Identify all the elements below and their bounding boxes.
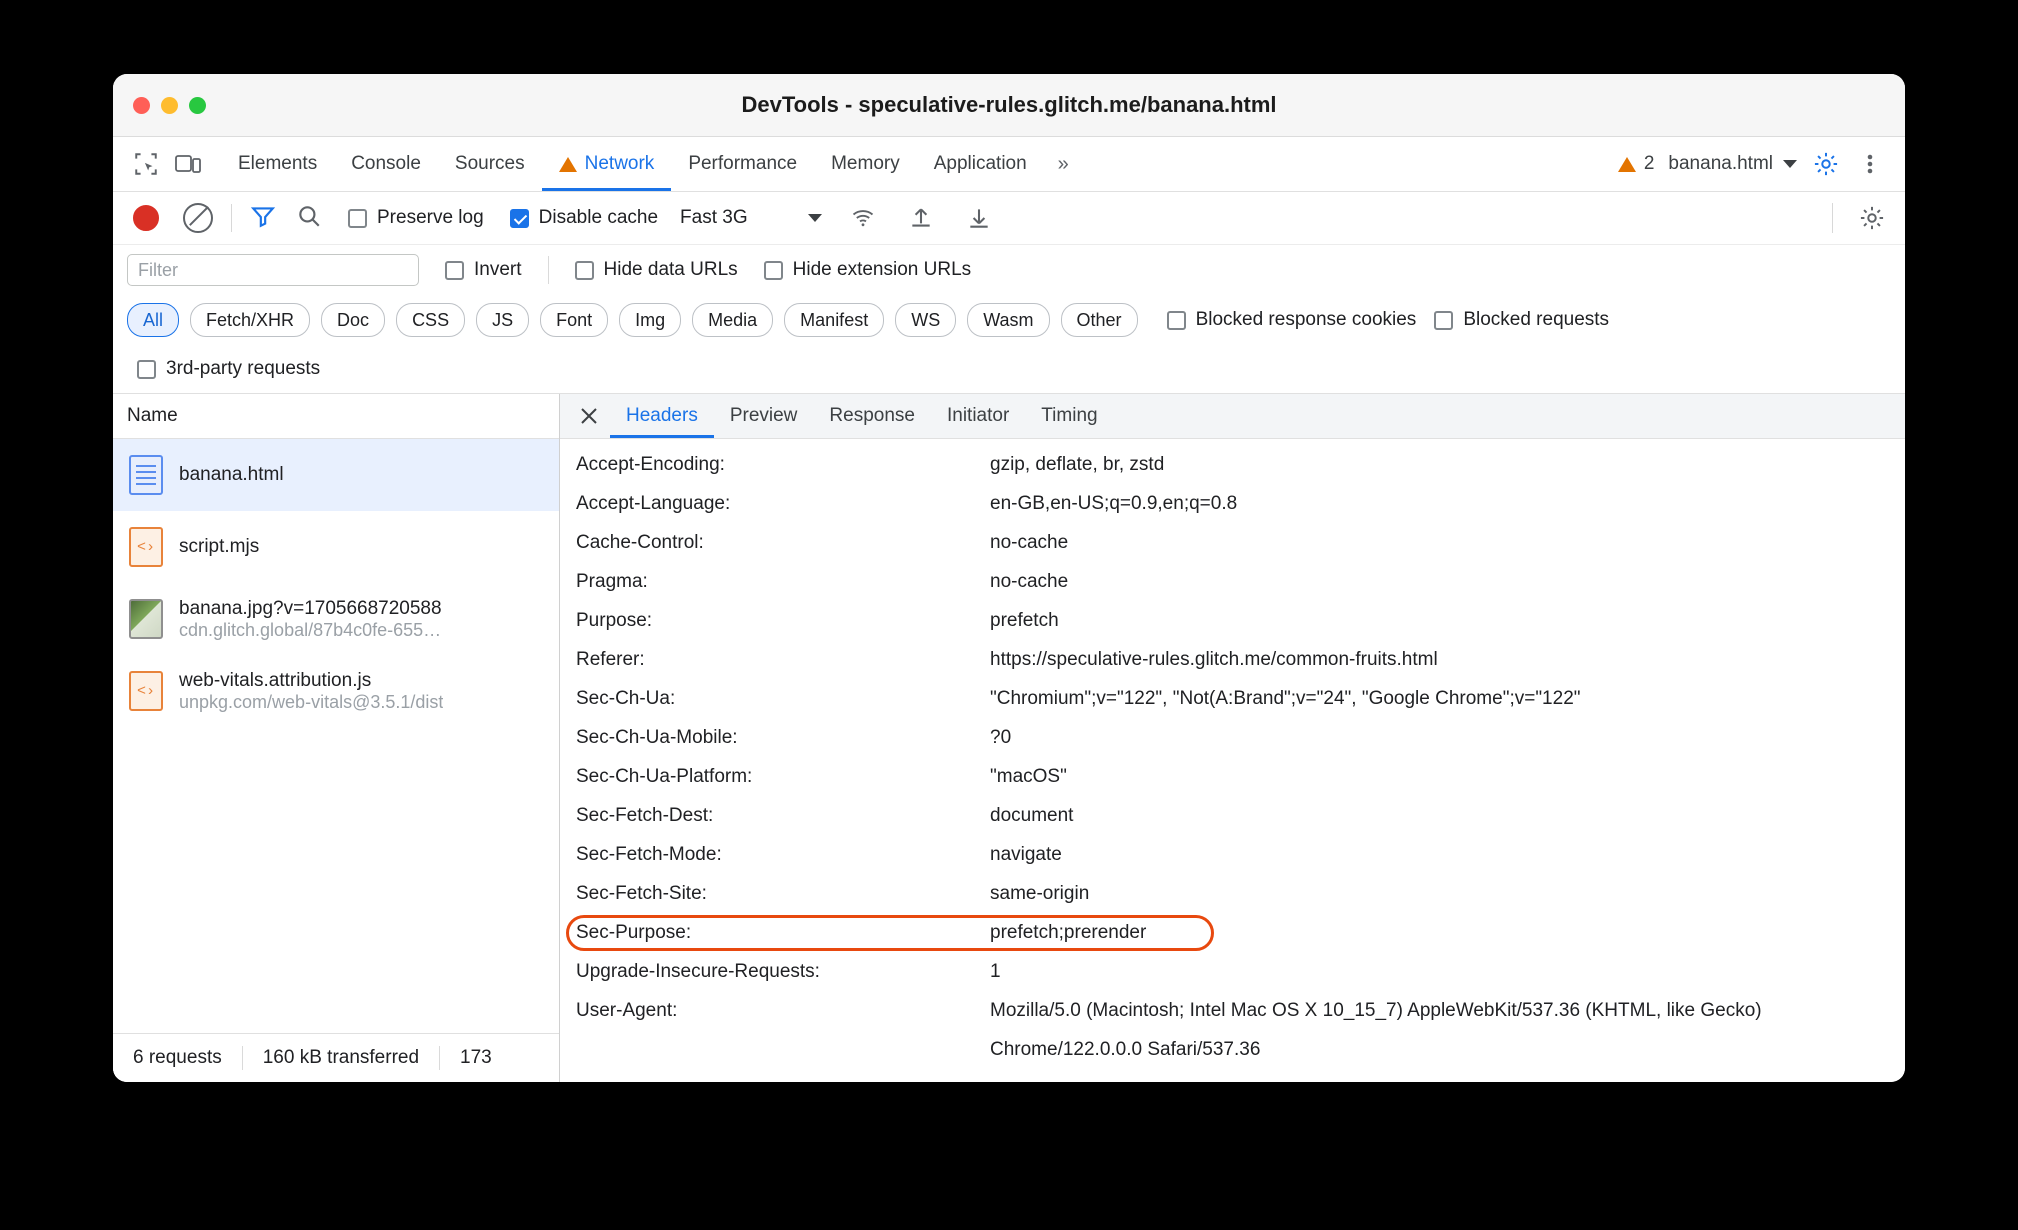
header-name: Sec-Ch-Ua-Platform: — [576, 766, 753, 787]
filter-row — [113, 245, 1905, 295]
header-name: Accept-Encoding: — [576, 454, 725, 475]
tab-preview[interactable]: Preview — [729, 405, 798, 426]
header-row — [560, 640, 1905, 679]
request-domain: unpkg.com/web-vitals@3.5.1/dist — [179, 691, 444, 712]
tab-response[interactable]: Response — [829, 405, 915, 426]
hide-extension-urls-label: Hide extension URLs — [792, 259, 972, 280]
blocked-requests-checkbox[interactable] — [1434, 309, 1609, 331]
list-item-text — [179, 536, 259, 558]
third-party-requests-label: 3rd-party requests — [166, 358, 321, 379]
chevron-down-icon — [1783, 160, 1797, 168]
document-icon — [127, 454, 165, 496]
header-value[interactable]: "Chromium";v="122", "Not(A:Brand";v="24", "Google Chrome";v="122" — [990, 688, 1581, 709]
header-row — [560, 874, 1905, 913]
list-item[interactable] — [113, 439, 559, 511]
list-item-text — [179, 670, 443, 713]
tabstrip-right-controls — [1618, 149, 1891, 179]
header-name: Accept-Language: — [576, 493, 731, 514]
header-value[interactable]: prefetch — [990, 610, 1059, 631]
chip-media[interactable]: Media — [692, 303, 773, 337]
filter-input[interactable] — [127, 254, 419, 286]
clear-network-log-button[interactable] — [183, 203, 213, 233]
disable-cache-label: Disable cache — [538, 207, 659, 228]
close-icon[interactable] — [568, 394, 610, 438]
chip-wasm[interactable]: Wasm — [967, 303, 1049, 337]
import-har-icon[interactable] — [902, 201, 940, 235]
chip-other[interactable]: Other — [1061, 303, 1138, 337]
code-icon: <› — [127, 526, 165, 568]
header-value[interactable]: https://speculative-rules.glitch.me/common-fruits.html — [990, 649, 1438, 670]
filter-divider — [548, 256, 549, 284]
request-detail-pane — [560, 394, 1905, 1082]
blocked-response-cookies-label: Blocked response cookies — [1195, 309, 1417, 330]
chevron-down-icon — [808, 214, 822, 222]
tab-performance[interactable]: Performance — [688, 153, 798, 174]
header-value[interactable]: no-cache — [990, 532, 1069, 553]
tab-network[interactable]: Network — [542, 137, 672, 191]
disable-cache-checkbox[interactable] — [510, 207, 658, 229]
header-row — [560, 679, 1905, 718]
tab-sources[interactable]: Sources — [454, 153, 525, 174]
checkbox-box — [445, 261, 464, 280]
chip-font[interactable]: Font — [540, 303, 608, 337]
close-window-button[interactable] — [133, 97, 150, 114]
header-row — [560, 796, 1905, 835]
devtools-window — [113, 74, 1905, 1082]
invert-checkbox[interactable] — [445, 259, 522, 281]
tab-headers[interactable]: Headers — [610, 394, 714, 438]
request-headers-list — [560, 439, 1905, 1082]
header-value[interactable]: 1 — [990, 961, 1001, 982]
header-name: User-Agent: — [576, 1000, 678, 1021]
code-icon: <› — [127, 670, 165, 712]
detail-tabs — [560, 394, 1905, 439]
header-value[interactable]: no-cache — [990, 571, 1069, 592]
header-name: Referer: — [576, 649, 645, 670]
settings-gear-icon[interactable] — [1811, 149, 1841, 179]
chip-all[interactable]: All — [127, 303, 179, 337]
network-settings-gear-icon[interactable] — [1857, 203, 1887, 233]
header-name: Upgrade-Insecure-Requests: — [576, 961, 820, 982]
checkbox-box — [510, 209, 529, 228]
header-value[interactable]: ?0 — [990, 727, 1012, 748]
inspect-element-icon[interactable] — [127, 147, 165, 181]
header-name: Sec-Fetch-Dest: — [576, 805, 714, 826]
device-toolbar-icon[interactable] — [169, 147, 207, 181]
list-item[interactable] — [113, 583, 559, 655]
header-value[interactable]: en-GB,en-US;q=0.9,en;q=0.8 — [990, 493, 1238, 514]
header-value[interactable]: Mozilla/5.0 (Macintosh; Intel Mac OS X 10_15_7) AppleWebKit/537.36 (KHTML, like Gecko) Chrome/122.0.0.0 Safari/537.36 — [990, 1000, 1767, 1060]
header-row — [560, 952, 1905, 991]
network-status-bar — [113, 1033, 559, 1082]
checkbox-box — [1167, 311, 1186, 330]
header-row — [560, 562, 1905, 601]
filter-icon[interactable] — [250, 203, 276, 234]
header-name: Purpose: — [576, 610, 653, 631]
preserve-log-label: Preserve log — [377, 207, 484, 228]
network-toolbar-right — [1832, 203, 1891, 233]
context-selector[interactable]: banana.html — [1668, 153, 1797, 175]
transferred-size: 160 kB transferred — [262, 1047, 420, 1068]
hide-data-urls-label: Hide data URLs — [603, 259, 738, 280]
hide-data-urls-checkbox[interactable] — [575, 259, 738, 281]
header-value[interactable]: same-origin — [990, 883, 1090, 904]
header-value[interactable]: "macOS" — [990, 766, 1067, 787]
third-party-requests-checkbox[interactable] — [137, 358, 320, 380]
header-value[interactable]: document — [990, 805, 1074, 826]
request-name: web-vitals.attribution.js — [179, 669, 372, 691]
header-row — [560, 757, 1905, 796]
devtools-tabstrip — [113, 137, 1905, 192]
minimize-window-button[interactable] — [161, 97, 178, 114]
throttling-value: Fast 3G — [680, 207, 748, 228]
request-domain: cdn.glitch.global/87b4c0fe-655… — [179, 619, 442, 640]
header-value[interactable]: navigate — [990, 844, 1062, 865]
header-row — [560, 523, 1905, 562]
tab-initiator[interactable]: Initiator — [946, 405, 1010, 426]
network-toolbar — [113, 192, 1905, 245]
export-har-icon[interactable] — [960, 201, 998, 235]
blocked-requests-label: Blocked requests — [1463, 309, 1610, 330]
toolbar-divider — [231, 204, 232, 232]
network-body — [113, 394, 1905, 1082]
list-item[interactable] — [113, 511, 559, 583]
checkbox-box — [575, 261, 594, 280]
request-list — [113, 439, 559, 1033]
devtools-tabs — [221, 137, 1083, 191]
request-list-pane — [113, 394, 560, 1082]
chip-css[interactable]: CSS — [396, 303, 465, 337]
header-name: Sec-Purpose: — [576, 922, 692, 943]
third-party-row — [113, 345, 1905, 394]
record-button[interactable] — [133, 205, 159, 231]
resource-type-chips — [113, 295, 1905, 345]
request-name: banana.jpg?v=1705668720588 — [179, 597, 442, 619]
chip-ws[interactable]: WS — [895, 303, 956, 337]
header-name: Sec-Ch-Ua: — [576, 688, 676, 709]
chip-js[interactable]: JS — [476, 303, 529, 337]
chip-manifest[interactable]: Manifest — [784, 303, 884, 337]
tab-timing[interactable]: Timing — [1041, 405, 1098, 426]
request-name: script.mjs — [179, 536, 260, 557]
tab-memory[interactable]: Memory — [831, 153, 900, 174]
window-titlebar — [113, 74, 1905, 137]
preserve-log-checkbox[interactable] — [348, 207, 484, 229]
header-name: Pragma: — [576, 571, 648, 592]
checkbox-box — [1434, 311, 1453, 330]
header-name: Sec-Fetch-Site: — [576, 883, 707, 904]
tab-elements[interactable]: Elements — [238, 153, 318, 174]
header-name: Sec-Fetch-Mode: — [576, 844, 722, 865]
request-name: banana.html — [179, 464, 284, 485]
warning-triangle-icon — [1618, 157, 1636, 172]
checkbox-box — [137, 360, 156, 379]
window-controls — [133, 97, 206, 114]
request-count: 6 requests — [133, 1047, 222, 1068]
image-icon — [127, 598, 165, 640]
search-icon[interactable] — [296, 203, 322, 234]
window-title: DevTools - speculative-rules.glitch.me/banana.html — [741, 92, 1277, 117]
maximize-window-button[interactable] — [189, 97, 206, 114]
header-row — [560, 445, 1905, 484]
list-item-text — [179, 598, 442, 641]
throttling-selector[interactable] — [680, 207, 822, 229]
blocked-response-cookies-checkbox[interactable] — [1167, 309, 1417, 331]
header-row — [560, 718, 1905, 757]
invert-label: Invert — [474, 259, 522, 280]
header-row — [560, 835, 1905, 874]
column-header-name[interactable]: Name — [113, 394, 559, 439]
more-tabs-button[interactable]: » — [1057, 152, 1069, 175]
header-name: Sec-Ch-Ua-Mobile: — [576, 727, 738, 748]
more-options-icon[interactable] — [1855, 149, 1885, 179]
header-name: Cache-Control: — [576, 532, 704, 553]
header-value[interactable]: gzip, deflate, br, zstd — [990, 454, 1165, 475]
warning-triangle-icon — [559, 157, 577, 172]
chip-img[interactable]: Img — [619, 303, 681, 337]
header-row — [560, 601, 1905, 640]
header-value[interactable]: prefetch;prerender — [990, 922, 1147, 943]
toolbar-divider — [1832, 203, 1833, 233]
chip-doc[interactable]: Doc — [321, 303, 385, 337]
resources-size: 173 — [460, 1047, 492, 1068]
tab-console[interactable]: Console — [351, 153, 421, 174]
wifi-icon[interactable] — [844, 201, 882, 235]
hide-extension-urls-checkbox[interactable] — [764, 259, 971, 281]
warning-count[interactable]: 2 — [1618, 153, 1655, 175]
header-row-sec-purpose — [566, 913, 1895, 952]
list-item-text — [179, 464, 284, 486]
list-item[interactable] — [113, 655, 559, 727]
header-row — [560, 991, 1905, 1069]
tab-application[interactable]: Application — [933, 153, 1027, 174]
checkbox-box — [348, 209, 367, 228]
chip-fetch-xhr[interactable]: Fetch/XHR — [190, 303, 310, 337]
checkbox-box — [764, 261, 783, 280]
header-row — [560, 484, 1905, 523]
